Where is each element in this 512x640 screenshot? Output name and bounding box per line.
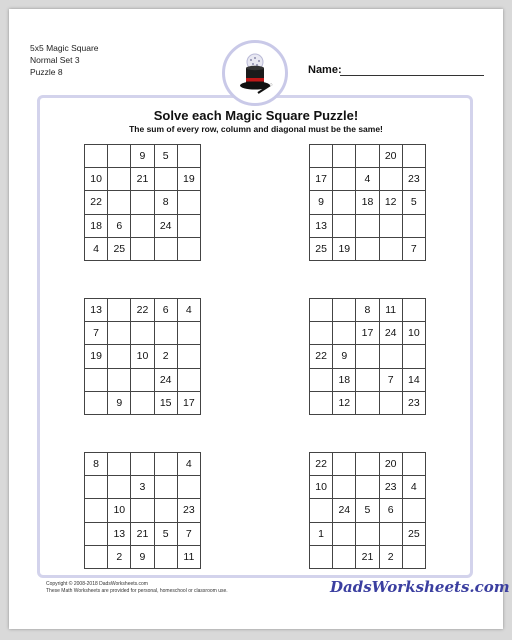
given-number-cell: 13 xyxy=(85,299,108,322)
brand-logo: DadsWorksheets.com xyxy=(330,578,510,596)
empty-square-cell[interactable] xyxy=(356,476,379,499)
given-number-cell: 24 xyxy=(155,369,178,392)
given-number-cell: 4 xyxy=(178,453,201,476)
empty-square-cell[interactable] xyxy=(403,145,426,168)
empty-square-cell[interactable] xyxy=(155,168,178,191)
empty-square-cell[interactable] xyxy=(131,215,154,238)
empty-square-cell[interactable] xyxy=(356,392,379,415)
magic-square-grid-3 xyxy=(84,298,201,415)
meta-puzzle-number: Puzzle 8 xyxy=(30,67,63,77)
given-number-cell: 10 xyxy=(85,168,108,191)
empty-square-cell[interactable] xyxy=(85,145,108,168)
empty-square-cell[interactable] xyxy=(380,345,403,368)
magic-square-grid-4 xyxy=(309,298,426,415)
empty-square-cell[interactable] xyxy=(356,523,379,546)
empty-square-cell[interactable] xyxy=(380,238,403,261)
given-number-cell: 20 xyxy=(380,453,403,476)
empty-square-cell[interactable] xyxy=(85,546,108,569)
given-number-cell: 19 xyxy=(333,238,356,261)
given-number-cell: 22 xyxy=(310,345,333,368)
empty-square-cell[interactable] xyxy=(155,546,178,569)
empty-square-cell[interactable] xyxy=(333,523,356,546)
given-number-cell: 10 xyxy=(131,345,154,368)
empty-square-cell[interactable] xyxy=(356,345,379,368)
empty-square-cell[interactable] xyxy=(178,476,201,499)
given-number-cell: 11 xyxy=(380,299,403,322)
name-field-line[interactable] xyxy=(340,75,484,76)
empty-square-cell[interactable] xyxy=(403,299,426,322)
given-number-cell: 21 xyxy=(356,546,379,569)
magic-square-grid-2 xyxy=(309,144,426,261)
empty-square-cell[interactable] xyxy=(131,191,154,214)
given-number-cell: 7 xyxy=(85,322,108,345)
given-number-cell: 18 xyxy=(333,369,356,392)
given-number-cell: 3 xyxy=(131,476,154,499)
empty-square-cell[interactable] xyxy=(131,322,154,345)
empty-square-cell[interactable] xyxy=(333,476,356,499)
given-number-cell: 4 xyxy=(85,238,108,261)
empty-square-cell[interactable] xyxy=(131,453,154,476)
empty-square-cell[interactable] xyxy=(85,499,108,522)
magic-square-grid-6 xyxy=(309,452,426,569)
empty-square-cell[interactable] xyxy=(108,453,131,476)
given-number-cell: 6 xyxy=(108,215,131,238)
empty-square-cell[interactable] xyxy=(108,168,131,191)
empty-square-cell[interactable] xyxy=(131,499,154,522)
given-number-cell: 17 xyxy=(310,168,333,191)
given-number-cell: 19 xyxy=(85,345,108,368)
given-number-cell: 15 xyxy=(155,392,178,415)
empty-square-cell[interactable] xyxy=(380,215,403,238)
meta-title: 5x5 Magic Square xyxy=(30,43,99,53)
empty-square-cell[interactable] xyxy=(356,145,379,168)
given-number-cell: 5 xyxy=(403,191,426,214)
empty-square-cell[interactable] xyxy=(131,392,154,415)
given-number-cell: 20 xyxy=(380,145,403,168)
empty-square-cell[interactable] xyxy=(108,369,131,392)
empty-square-cell[interactable] xyxy=(310,299,333,322)
empty-square-cell[interactable] xyxy=(85,392,108,415)
given-number-cell: 23 xyxy=(403,168,426,191)
empty-square-cell[interactable] xyxy=(155,499,178,522)
empty-square-cell[interactable] xyxy=(333,168,356,191)
meta-set: Normal Set 3 xyxy=(30,55,80,65)
empty-square-cell[interactable] xyxy=(178,322,201,345)
empty-square-cell[interactable] xyxy=(85,523,108,546)
given-number-cell: 8 xyxy=(356,299,379,322)
given-number-cell: 25 xyxy=(108,238,131,261)
given-number-cell: 24 xyxy=(380,322,403,345)
given-number-cell: 17 xyxy=(356,322,379,345)
empty-square-cell[interactable] xyxy=(333,322,356,345)
empty-square-cell[interactable] xyxy=(403,499,426,522)
given-number-cell: 12 xyxy=(333,392,356,415)
given-number-cell: 9 xyxy=(333,345,356,368)
empty-square-cell[interactable] xyxy=(356,238,379,261)
empty-square-cell[interactable] xyxy=(155,476,178,499)
empty-square-cell[interactable] xyxy=(333,145,356,168)
empty-square-cell[interactable] xyxy=(403,546,426,569)
given-number-cell: 22 xyxy=(85,191,108,214)
given-number-cell: 23 xyxy=(403,392,426,415)
empty-square-cell[interactable] xyxy=(356,215,379,238)
name-label: Name: xyxy=(308,64,342,76)
given-number-cell: 14 xyxy=(403,369,426,392)
empty-square-cell[interactable] xyxy=(178,145,201,168)
given-number-cell: 21 xyxy=(131,168,154,191)
given-number-cell: 7 xyxy=(178,523,201,546)
empty-square-cell[interactable] xyxy=(310,322,333,345)
given-number-cell: 5 xyxy=(356,499,379,522)
empty-square-cell[interactable] xyxy=(178,215,201,238)
empty-square-cell[interactable] xyxy=(310,392,333,415)
magic-square-grid-1 xyxy=(84,144,201,261)
footer-text xyxy=(46,581,228,595)
given-number-cell: 13 xyxy=(310,215,333,238)
empty-square-cell[interactable] xyxy=(178,238,201,261)
given-number-cell: 4 xyxy=(403,476,426,499)
empty-square-cell[interactable] xyxy=(380,392,403,415)
given-number-cell: 24 xyxy=(333,499,356,522)
given-number-cell: 18 xyxy=(85,215,108,238)
empty-square-cell[interactable] xyxy=(380,523,403,546)
empty-square-cell[interactable] xyxy=(310,546,333,569)
given-number-cell: 23 xyxy=(178,499,201,522)
given-number-cell: 9 xyxy=(131,145,154,168)
worksheet-meta xyxy=(30,42,99,78)
given-number-cell: 18 xyxy=(356,191,379,214)
empty-square-cell[interactable] xyxy=(356,453,379,476)
given-number-cell: 22 xyxy=(310,453,333,476)
given-number-cell: 5 xyxy=(155,145,178,168)
empty-square-cell[interactable] xyxy=(310,369,333,392)
empty-square-cell[interactable] xyxy=(403,453,426,476)
empty-square-cell[interactable] xyxy=(108,299,131,322)
given-number-cell: 9 xyxy=(310,191,333,214)
empty-square-cell[interactable] xyxy=(403,345,426,368)
given-number-cell: 9 xyxy=(108,392,131,415)
empty-square-cell[interactable] xyxy=(155,238,178,261)
empty-square-cell[interactable] xyxy=(403,215,426,238)
magic-top-hat-icon xyxy=(222,40,288,106)
empty-square-cell[interactable] xyxy=(380,168,403,191)
given-number-cell: 10 xyxy=(108,499,131,522)
empty-square-cell[interactable] xyxy=(131,238,154,261)
given-number-cell: 22 xyxy=(131,299,154,322)
given-number-cell: 21 xyxy=(131,523,154,546)
given-number-cell: 10 xyxy=(403,322,426,345)
empty-square-cell[interactable] xyxy=(310,145,333,168)
empty-square-cell[interactable] xyxy=(333,299,356,322)
empty-square-cell[interactable] xyxy=(108,476,131,499)
given-number-cell: 19 xyxy=(178,168,201,191)
empty-square-cell[interactable] xyxy=(333,453,356,476)
footer-copyright: Copyright © 2008-2018 DadsWorksheets.com xyxy=(46,581,148,587)
given-number-cell: 5 xyxy=(155,523,178,546)
given-number-cell: 12 xyxy=(380,191,403,214)
empty-square-cell[interactable] xyxy=(108,191,131,214)
given-number-cell: 23 xyxy=(380,476,403,499)
given-number-cell: 8 xyxy=(85,453,108,476)
given-number-cell: 25 xyxy=(403,523,426,546)
given-number-cell: 10 xyxy=(310,476,333,499)
footer-notice: These Math Worksheets are provided for personal, homeschool or classroom use. xyxy=(46,588,228,594)
given-number-cell: 24 xyxy=(155,215,178,238)
empty-square-cell[interactable] xyxy=(310,499,333,522)
empty-square-cell[interactable] xyxy=(108,145,131,168)
given-number-cell: 6 xyxy=(155,299,178,322)
given-number-cell: 8 xyxy=(155,191,178,214)
empty-square-cell[interactable] xyxy=(178,191,201,214)
given-number-cell: 2 xyxy=(380,546,403,569)
magic-square-grid-5 xyxy=(84,452,201,569)
empty-square-cell[interactable] xyxy=(356,369,379,392)
empty-square-cell[interactable] xyxy=(108,322,131,345)
given-number-cell: 11 xyxy=(178,546,201,569)
given-number-cell: 2 xyxy=(108,546,131,569)
empty-square-cell[interactable] xyxy=(108,345,131,368)
empty-square-cell[interactable] xyxy=(85,476,108,499)
given-number-cell: 17 xyxy=(178,392,201,415)
given-number-cell: 7 xyxy=(403,238,426,261)
given-number-cell: 4 xyxy=(178,299,201,322)
empty-square-cell[interactable] xyxy=(178,345,201,368)
empty-square-cell[interactable] xyxy=(178,369,201,392)
instructions-title: Solve each Magic Square Puzzle! xyxy=(153,108,359,123)
given-number-cell: 4 xyxy=(356,168,379,191)
empty-square-cell[interactable] xyxy=(155,322,178,345)
given-number-cell: 2 xyxy=(155,345,178,368)
empty-square-cell[interactable] xyxy=(85,369,108,392)
given-number-cell: 9 xyxy=(131,546,154,569)
given-number-cell: 13 xyxy=(108,523,131,546)
empty-square-cell[interactable] xyxy=(131,369,154,392)
instructions-subtitle: The sum of every row, column and diagonal must be the same! xyxy=(129,124,383,134)
empty-square-cell[interactable] xyxy=(333,191,356,214)
given-number-cell: 1 xyxy=(310,523,333,546)
empty-square-cell[interactable] xyxy=(333,546,356,569)
given-number-cell: 25 xyxy=(310,238,333,261)
given-number-cell: 7 xyxy=(380,369,403,392)
empty-square-cell[interactable] xyxy=(333,215,356,238)
empty-square-cell[interactable] xyxy=(155,453,178,476)
given-number-cell: 6 xyxy=(380,499,403,522)
